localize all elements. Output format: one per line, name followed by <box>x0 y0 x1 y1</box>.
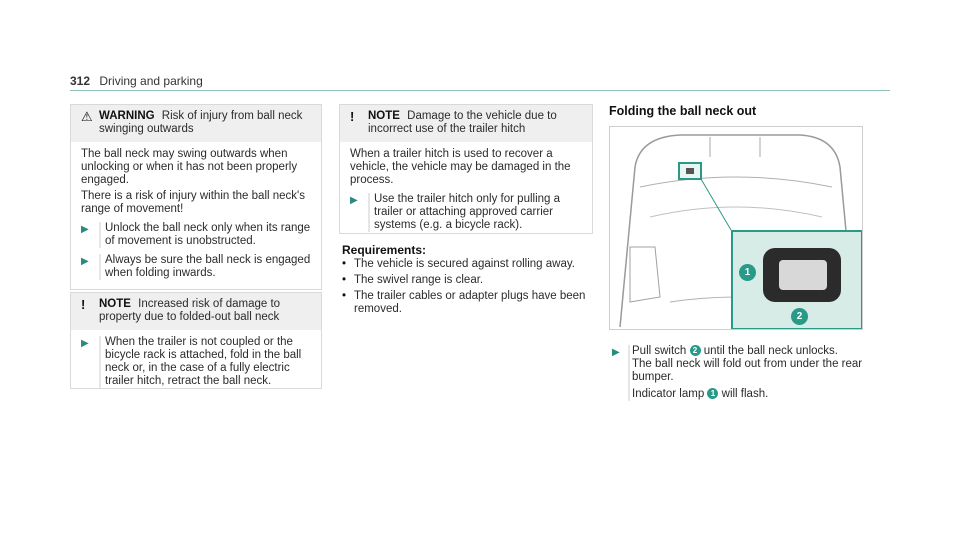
callout-2: 2 <box>791 308 808 325</box>
note-box-1 <box>70 292 322 389</box>
step-arrow-icon: ▶ <box>81 224 89 235</box>
note-step-text: When the trailer is not coupled or the bicycle rack is attached, fold in the ball neck or, in the case of a fully electric trailer hitch, retract the ball neck. <box>99 336 311 388</box>
step-text-b: until the ball neck unlocks. <box>703 345 838 357</box>
step-arrow-icon: ▶ <box>81 338 89 349</box>
pull-switch <box>779 260 827 290</box>
note-body <box>71 330 321 398</box>
section-title: Driving and parking <box>99 74 203 88</box>
requirements-title: Requirements: <box>342 243 427 257</box>
indicator-text-a: Indicator lamp <box>632 388 705 400</box>
warning-title: Risk of injury from ball neck swinging outwards <box>99 110 303 135</box>
warning-step-text: Always be sure the ball neck is engaged when folding inwards. <box>99 254 311 280</box>
requirements-list <box>342 258 592 319</box>
indicator-text <box>632 388 872 401</box>
note-step <box>81 336 311 388</box>
note-header <box>71 293 321 330</box>
step-text-c: The ball neck will fold out from under the rear bumper. <box>632 358 863 383</box>
tailgate-illustration <box>609 126 863 330</box>
warning-step <box>81 222 311 248</box>
bullet-icon: • <box>342 258 347 270</box>
list-item-text: The vehicle is secured against rolling away. <box>354 258 575 270</box>
list-item <box>342 290 592 316</box>
section-heading: Folding the ball neck out <box>609 104 757 118</box>
list-item <box>342 258 592 271</box>
note-title: Increased risk of damage to property due to folded-out ball neck <box>99 298 281 323</box>
note-paragraph: When a trailer hitch is used to recover a vehicle, the vehicle may be damaged in the process. <box>350 148 571 186</box>
step-text-a: Pull switch <box>632 345 687 357</box>
step-arrow-icon: ▶ <box>350 195 358 206</box>
callout-ref-1: 1 <box>707 388 718 399</box>
switch-detail-inset <box>731 230 863 330</box>
page-number: 312 <box>70 74 91 88</box>
note-header <box>340 105 592 142</box>
bullet-icon: • <box>342 290 347 302</box>
page-header <box>70 74 203 88</box>
note-keyword: NOTE <box>99 298 131 310</box>
warning-triangle-icon: ⚠ <box>81 109 93 124</box>
header-rule <box>70 90 890 91</box>
step-arrow-icon: ▶ <box>612 347 620 358</box>
step-arrow-icon: ▶ <box>81 256 89 267</box>
note-title: Damage to the vehicle due to incorrect use of the trailer hitch <box>368 110 557 135</box>
bullet-icon: • <box>342 274 347 286</box>
warning-header <box>71 105 321 142</box>
exclamation-icon: ! <box>81 297 86 312</box>
list-item-text: The trailer cables or adapter plugs have been removed. <box>354 290 586 315</box>
folding-step <box>612 345 872 405</box>
warning-paragraph: The ball neck may swing outwards when unlocking or when it has not been properly engaged. <box>81 148 298 186</box>
exclamation-icon: ! <box>350 109 355 124</box>
note-box-2 <box>339 104 593 234</box>
note-body <box>340 142 592 242</box>
folding-step-content <box>628 345 872 401</box>
warning-step <box>81 254 311 280</box>
note-step <box>350 193 582 232</box>
callout-ref-2: 2 <box>690 345 701 356</box>
warning-box <box>70 104 322 290</box>
warning-keyword: WARNING <box>99 110 155 122</box>
indicator-text-b: will flash. <box>721 388 769 400</box>
list-item-text: The swivel range is clear. <box>354 274 484 286</box>
warning-paragraph: There is a risk of injury within the ball neck's range of movement! <box>81 190 305 215</box>
folding-step-text <box>632 345 872 384</box>
warning-body <box>71 142 321 290</box>
note-step-text: Use the trailer hitch only for pulling a trailer or attaching approved carrier systems (e.g. a bicycle rack). <box>368 193 582 232</box>
warning-step-text: Unlock the ball neck only when its range of movement is unobstructed. <box>99 222 311 248</box>
note-keyword: NOTE <box>368 110 400 122</box>
callout-1: 1 <box>739 264 756 281</box>
list-item <box>342 274 592 287</box>
